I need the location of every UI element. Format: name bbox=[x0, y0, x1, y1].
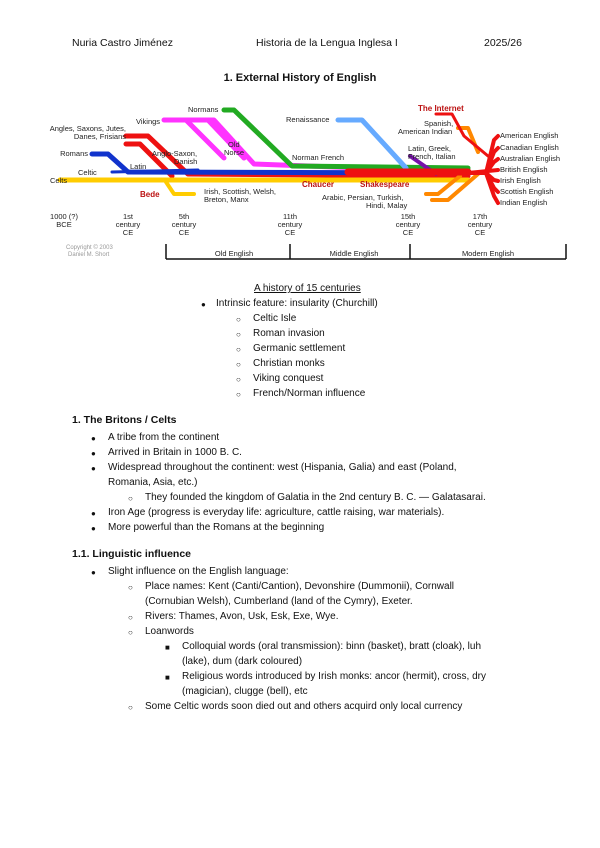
label-internet: The Internet bbox=[418, 104, 464, 113]
list-item-continued: (Cornubian Welsh), Cumberland (land of the Cymry), Exeter. bbox=[145, 596, 413, 607]
sub-bullet: ○ bbox=[128, 628, 133, 637]
section-1-1-heading: 1.1. Linguistic influence bbox=[72, 548, 192, 560]
label-latin-greek: Latin, Greek, bbox=[408, 144, 451, 153]
sub-bullet: ○ bbox=[236, 315, 241, 324]
list-item: French/Norman influence bbox=[253, 388, 366, 399]
list-item: Germanic settlement bbox=[253, 343, 346, 354]
bullet: ● bbox=[201, 300, 206, 309]
timeline-2-mid: century bbox=[171, 220, 197, 229]
bullet: ● bbox=[91, 449, 96, 458]
period-modern-english: Modern English bbox=[461, 249, 515, 258]
list-item: Roman invasion bbox=[253, 328, 325, 339]
label-irish-scottish: Irish, Scottish, Welsh, bbox=[204, 187, 276, 196]
page-title: 1. External History of English bbox=[223, 72, 377, 84]
list-item: They founded the kingdom of Galatia in the 2nd century B. C. — Galatasarai. bbox=[145, 492, 486, 503]
label-breton: Breton, Manx bbox=[204, 195, 249, 204]
bullet: ● bbox=[91, 434, 96, 443]
label-shakespeare: Shakespeare bbox=[360, 180, 410, 189]
label-bede: Bede bbox=[140, 190, 160, 199]
label-celtic: Celtic bbox=[78, 168, 97, 177]
output-irish: Irish English bbox=[500, 176, 541, 185]
route-latin bbox=[112, 170, 198, 172]
bullet: ● bbox=[91, 568, 96, 577]
timeline-2-top: 5th bbox=[178, 212, 190, 221]
list-item: Viking conquest bbox=[253, 373, 324, 384]
list-item: Loanwords bbox=[145, 626, 194, 637]
timeline-0-top: 1000 (?) bbox=[50, 212, 78, 221]
sub-bullet: ○ bbox=[236, 390, 241, 399]
timeline-3-bottom: CE bbox=[284, 228, 296, 237]
sub-bullet: ○ bbox=[128, 583, 133, 592]
sub-bullet: ○ bbox=[236, 330, 241, 339]
timeline-1-top: 1st bbox=[122, 212, 134, 221]
sub-bullet: ○ bbox=[236, 345, 241, 354]
label-danes: Danes, Frisians bbox=[73, 132, 126, 141]
timeline-4-mid: century bbox=[395, 220, 421, 229]
label-latin: Latin bbox=[130, 162, 147, 171]
label-normans: Normans bbox=[188, 105, 219, 114]
sub-bullet: ○ bbox=[236, 375, 241, 384]
timeline-5-top: 17th bbox=[472, 212, 488, 221]
output-australian: Australian English bbox=[500, 154, 561, 163]
copyright-line-2: Daniel M. Short bbox=[68, 252, 110, 258]
label-celts: Celts bbox=[50, 176, 68, 185]
label-renaissance: Renaissance bbox=[286, 115, 330, 124]
list-item-continued: Romania, Asia, etc.) bbox=[108, 477, 198, 488]
timeline-1-mid: century bbox=[115, 220, 141, 229]
list-item: Slight influence on the English language: bbox=[108, 566, 289, 577]
square-bullet: ■ bbox=[165, 643, 170, 652]
header-year: 2025/26 bbox=[484, 37, 522, 49]
output-british: British English bbox=[500, 165, 548, 174]
label-romans: Romans bbox=[60, 149, 88, 158]
list-item: Place names: Kent (Canti/Cantion), Devonshire (Dummonii), Cornwall bbox=[145, 581, 455, 592]
timeline-1-bottom: CE bbox=[122, 228, 134, 237]
list-item: Widespread throughout the continent: west (Hispania, Galia) and east (Poland, bbox=[108, 462, 457, 473]
timeline-5-bottom: CE bbox=[474, 228, 486, 237]
header-course: Historia de la Lengua Inglesa I bbox=[256, 37, 398, 49]
sub-bullet: ○ bbox=[128, 494, 133, 503]
subtitle: A history of 15 centuries bbox=[254, 283, 361, 294]
label-danish: Danish bbox=[174, 157, 198, 166]
list-item-continued: (magician), clugge (bell), etc bbox=[182, 686, 308, 697]
label-chaucer: Chaucer bbox=[302, 180, 335, 189]
list-item: Rivers: Thames, Avon, Usk, Esk, Exe, Wye. bbox=[145, 611, 339, 622]
list-item: Some Celtic words soon died out and others acquird only local currency bbox=[145, 701, 463, 712]
list-item-continued: (lake), dum (dark coloured) bbox=[182, 656, 303, 667]
period-old-english: Old English bbox=[214, 249, 254, 258]
list-item: Iron Age (progress is everyday life: agriculture, cattle raising, war materials). bbox=[108, 507, 445, 518]
list-item: Colloquial words (oral transmission): binn (basket), bratt (cloak), luh bbox=[182, 641, 482, 652]
route-renaissance bbox=[338, 120, 406, 168]
route-bede bbox=[166, 182, 194, 194]
list-item: More powerful than the Romans at the beginning bbox=[108, 522, 325, 533]
label-hindi: Hindi, Malay bbox=[366, 201, 408, 210]
output-american: American English bbox=[500, 131, 559, 140]
header-author: Nuria Castro Jiménez bbox=[72, 37, 173, 49]
label-norman-french: Norman French bbox=[292, 153, 345, 162]
output-canadian: Canadian English bbox=[500, 143, 559, 152]
timeline-3-mid: century bbox=[277, 220, 303, 229]
sub-bullet: ○ bbox=[128, 703, 133, 712]
timeline-4-bottom: CE bbox=[402, 228, 414, 237]
label-vikings: Vikings bbox=[136, 117, 161, 126]
timeline-3-top: 11th bbox=[282, 212, 298, 221]
sub-bullet: ○ bbox=[128, 613, 133, 622]
label-spanish: Spanish, bbox=[424, 119, 454, 128]
timeline-2-bottom: CE bbox=[178, 228, 190, 237]
timeline-5-mid: century bbox=[467, 220, 493, 229]
label-american-indian: American Indian bbox=[398, 127, 453, 136]
label-angles: Angles, Saxons, Jutes, bbox=[49, 124, 126, 133]
history-of-english-diagram bbox=[48, 96, 568, 266]
label-french-italian: French, Italian bbox=[408, 152, 456, 161]
list-item: Celtic Isle bbox=[253, 313, 297, 324]
copyright-line-1: Copyright © 2003 bbox=[66, 245, 113, 251]
timeline-0-bottom: BCE bbox=[56, 220, 72, 229]
label-old: Old bbox=[228, 140, 240, 149]
bullet: ● bbox=[91, 464, 96, 473]
list-item: Arrived in Britain in 1000 B. C. bbox=[108, 447, 242, 458]
label-norse: Norse bbox=[224, 148, 245, 157]
output-scottish: Scottish English bbox=[500, 187, 554, 196]
label-anglo-saxon: Anglo-Saxon, bbox=[152, 149, 198, 158]
intrinsic-feature: Intrinsic feature: insularity (Churchill) bbox=[216, 298, 378, 309]
square-bullet: ■ bbox=[165, 673, 170, 682]
timeline-4-top: 15th bbox=[400, 212, 416, 221]
list-item: A tribe from the continent bbox=[108, 432, 220, 443]
label-arabic: Arabic, Persian, Turkish, bbox=[322, 193, 404, 202]
bullet: ● bbox=[91, 524, 96, 533]
section-1-heading: 1. The Britons / Celts bbox=[72, 414, 177, 426]
period-middle-english: Middle English bbox=[329, 249, 379, 258]
list-item: Christian monks bbox=[253, 358, 325, 369]
sub-bullet: ○ bbox=[236, 360, 241, 369]
bullet: ● bbox=[91, 509, 96, 518]
list-item: Religious words introduced by Irish monks: ancor (hermit), cross, dry bbox=[182, 671, 486, 682]
output-indian: Indian English bbox=[500, 198, 548, 207]
